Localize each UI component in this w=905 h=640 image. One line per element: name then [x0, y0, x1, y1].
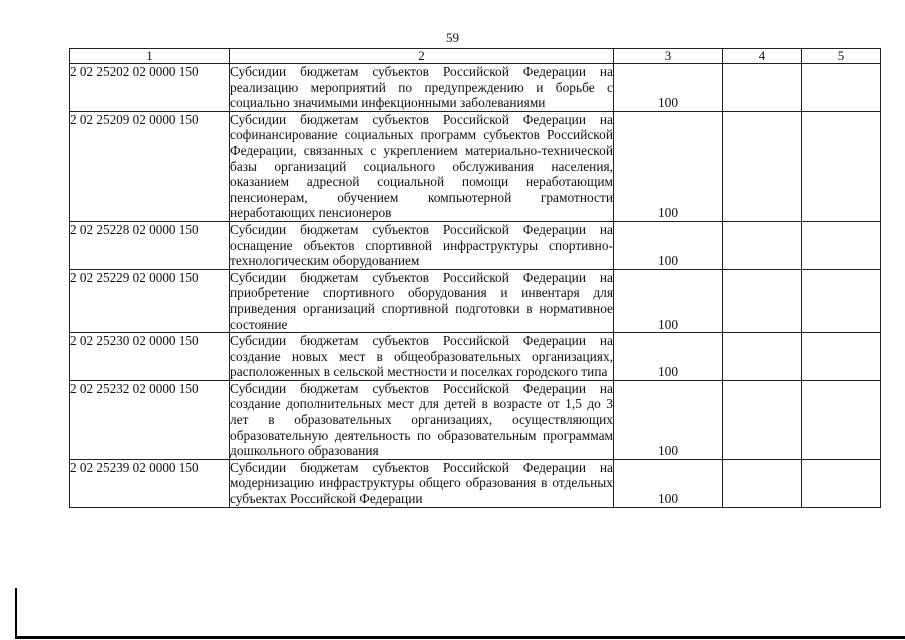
row-description: Субсидии бюджетам субъектов Российской Федерации на софинансирование социальных программ субъектов Российской Федерации, связанных с укреплением материально-технической базы организаций социального обслуживания населения, оказанием адресной социальной помощи неработающим пенсионерам, обучением компьютерной грамотности неработающих пенсионеров: [230, 111, 613, 221]
row-code: 2 02 25202 02 0000 150: [70, 64, 230, 112]
row-col5: [802, 269, 881, 332]
row-col4: [723, 64, 802, 112]
row-col5: [802, 64, 881, 112]
table-row: [70, 333, 881, 381]
row-col4: [723, 459, 802, 507]
row-value: 100: [614, 221, 723, 269]
row-value: 100: [614, 333, 723, 381]
row-col4: [723, 111, 802, 221]
row-description: Субсидии бюджетам субъектов Российской Федерации на реализацию мероприятий по предупреждению и борьбе с социально значимыми инфекционными заболеваниями: [230, 64, 613, 111]
row-col5: [802, 459, 881, 507]
scan-bottom-edge: [15, 636, 905, 639]
table-row: [70, 64, 881, 112]
row-col5: [802, 111, 881, 221]
row-value: 100: [614, 459, 723, 507]
row-value: 100: [614, 111, 723, 221]
row-description: Субсидии бюджетам субъектов Российской Федерации на модернизацию инфраструктуры общего образования в отдельных субъектах Российской Федерации: [230, 459, 613, 507]
table-row: [70, 459, 881, 507]
header-col-1: 1: [70, 49, 230, 64]
header-col-4: 4: [723, 49, 802, 64]
row-col4: [723, 380, 802, 459]
row-col4: [723, 221, 802, 269]
row-description: Субсидии бюджетам субъектов Российской Федерации на оснащение объектов спортивной инфраструктуры спортивно-технологическим оборудованием: [230, 221, 613, 269]
row-value: 100: [614, 380, 723, 459]
row-code: 2 02 25229 02 0000 150: [70, 269, 230, 332]
table-row: [70, 380, 881, 459]
row-col5: [802, 333, 881, 381]
header-col-2: 2: [230, 49, 614, 64]
row-col5: [802, 380, 881, 459]
budget-table: [69, 48, 881, 508]
row-value: 100: [614, 64, 723, 112]
row-code: 2 02 25230 02 0000 150: [70, 333, 230, 381]
table-row: [70, 111, 881, 221]
table-row: [70, 221, 881, 269]
row-code: 2 02 25228 02 0000 150: [70, 221, 230, 269]
row-value: 100: [614, 269, 723, 332]
page-number: 59: [446, 30, 459, 45]
row-description: Субсидии бюджетам субъектов Российской Федерации на создание дополнительных мест для детей в возрасте от 1,5 до 3 лет в образовательных организациях, осуществляющих образовательную деятельность по образовательным программам дошкольного образования: [230, 380, 613, 459]
table-row: [70, 269, 881, 332]
row-col4: [723, 269, 802, 332]
row-description: Субсидии бюджетам субъектов Российской Федерации на создание новых мест в общеобразовательных организациях, расположенных в сельской местности и поселках городского типа: [230, 333, 613, 380]
row-code: 2 02 25209 02 0000 150: [70, 111, 230, 221]
header-col-3: 3: [614, 49, 723, 64]
header-col-5: 5: [802, 49, 881, 64]
row-code: 2 02 25232 02 0000 150: [70, 380, 230, 459]
scan-left-edge: [15, 588, 17, 638]
row-description: Субсидии бюджетам субъектов Российской Федерации на приобретение спортивного оборудования и инвентаря для приведения организаций спортивной подготовки в нормативное состояние: [230, 269, 613, 332]
header-row: [70, 49, 881, 64]
row-col4: [723, 333, 802, 381]
row-code: 2 02 25239 02 0000 150: [70, 459, 230, 507]
row-col5: [802, 221, 881, 269]
